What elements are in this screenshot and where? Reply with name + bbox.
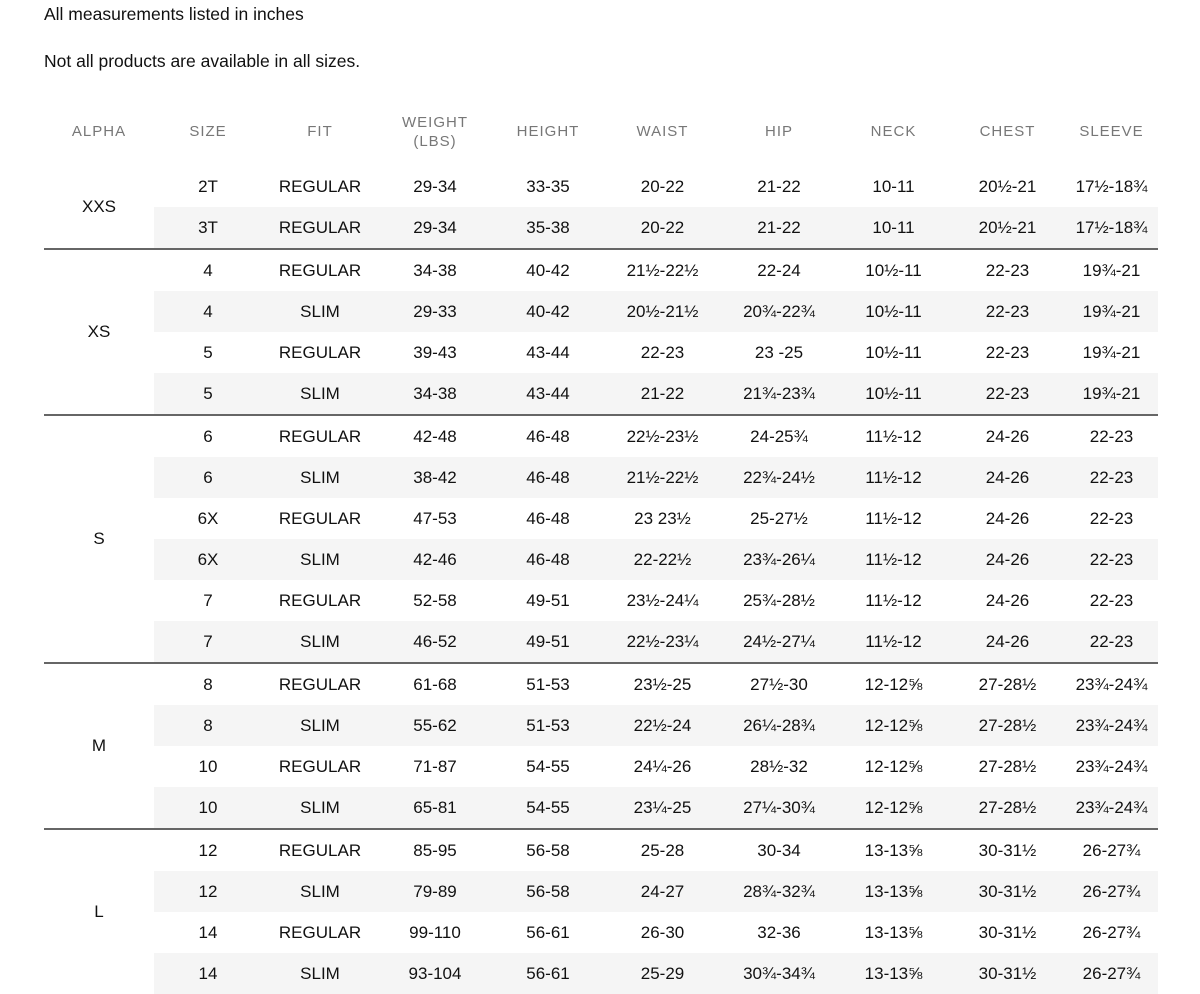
- fit-cell: REGULAR: [278, 922, 362, 942]
- weight-cell: 34-38: [378, 373, 492, 415]
- sleeve-cell: 19¾-21: [1065, 373, 1158, 415]
- sleeve-cell: 19¾-21: [1065, 249, 1158, 291]
- table-row: [44, 291, 1158, 332]
- height-cell: 33-35: [526, 176, 570, 196]
- column-header-height: HEIGHT: [516, 123, 580, 140]
- chest-cell: 24-26: [950, 539, 1065, 580]
- size-cell: 4: [154, 249, 262, 291]
- height-cell: 49-51: [526, 590, 570, 610]
- weight-cell: 85-95: [378, 829, 492, 871]
- chest-cell: 20½-21: [978, 176, 1037, 196]
- table-header-row: [44, 97, 1158, 166]
- weight-cell: 38-42: [378, 457, 492, 498]
- table-row: [44, 746, 1158, 787]
- size-cell: 6: [154, 457, 262, 498]
- fit-cell: REGULAR: [278, 590, 362, 610]
- chest-cell: 27-28½: [978, 756, 1037, 776]
- table-row: [44, 829, 1158, 871]
- weight-cell: 79-89: [378, 871, 492, 912]
- chest-cell: 30-31½: [978, 922, 1037, 942]
- weight-cell: 55-62: [378, 705, 492, 746]
- alpha-size-cell: S: [44, 415, 154, 663]
- size-cell: 14: [154, 953, 262, 994]
- table-row: [44, 498, 1158, 539]
- hip-cell: 32-36: [757, 922, 801, 942]
- neck-cell: 13-13⅝: [864, 922, 923, 942]
- neck-cell: 13-13⅝: [837, 953, 950, 994]
- waist-cell: 21-22: [604, 373, 721, 415]
- chest-cell: 30-31½: [950, 871, 1065, 912]
- neck-cell: 12-12⅝: [864, 756, 923, 776]
- fit-cell: REGULAR: [278, 756, 362, 776]
- fit-cell: REGULAR: [262, 207, 378, 249]
- weight-cell: 71-87: [413, 756, 457, 776]
- hip-cell: 23¾-26¼: [721, 539, 837, 580]
- neck-cell: 10½-11: [837, 249, 950, 291]
- size-cell: 6X: [154, 539, 262, 580]
- size-cell: 2T: [198, 176, 218, 196]
- waist-cell: 23 23½: [634, 508, 691, 528]
- height-cell: 54-55: [526, 756, 570, 776]
- size-chart-table: [44, 97, 1158, 994]
- column-header-fit: FIT: [307, 123, 333, 140]
- table-row: [44, 580, 1158, 621]
- height-cell: 51-53: [492, 705, 604, 746]
- height-cell: 54-55: [492, 787, 604, 829]
- sleeve-cell: 22-23: [1065, 415, 1158, 457]
- size-cell: 5: [203, 342, 213, 362]
- fit-cell: SLIM: [262, 457, 378, 498]
- weight-cell: 93-104: [378, 953, 492, 994]
- weight-cell: 42-48: [378, 415, 492, 457]
- units-note: All measurements listed in inches: [44, 4, 304, 24]
- sleeve-cell: 22-23: [1065, 457, 1158, 498]
- table-row: [44, 663, 1158, 705]
- weight-cell: 39-43: [413, 342, 457, 362]
- chest-cell: 22-23: [950, 373, 1065, 415]
- table-row: [44, 457, 1158, 498]
- sleeve-cell: 17½-18¾: [1075, 176, 1148, 196]
- sleeve-cell: 22-23: [1089, 508, 1134, 528]
- weight-cell: 65-81: [378, 787, 492, 829]
- waist-cell: 22-23: [640, 342, 685, 362]
- alpha-size-cell: XS: [44, 249, 154, 415]
- size-cell: 7: [154, 621, 262, 663]
- column-header-alpha: ALPHA: [71, 123, 127, 140]
- chest-cell: 30-31½: [950, 829, 1065, 871]
- size-cell: 4: [154, 291, 262, 332]
- table-row: [44, 621, 1158, 663]
- fit-cell: SLIM: [262, 539, 378, 580]
- sleeve-cell: 23¾-24¾: [1075, 756, 1148, 776]
- weight-cell: 46-52: [378, 621, 492, 663]
- height-cell: 56-58: [492, 871, 604, 912]
- table-row: [44, 539, 1158, 580]
- neck-cell: 13-13⅝: [837, 829, 950, 871]
- alpha-size-cell: L: [44, 829, 154, 994]
- height-cell: 46-48: [526, 508, 570, 528]
- neck-cell: 10-11: [872, 176, 915, 196]
- hip-cell: 28½-32: [750, 756, 808, 776]
- waist-cell: 22-22½: [604, 539, 721, 580]
- sleeve-cell: 22-23: [1089, 590, 1134, 610]
- height-cell: 56-61: [492, 953, 604, 994]
- neck-cell: 11½-12: [865, 508, 922, 528]
- table-row: [44, 871, 1158, 912]
- waist-cell: 26-30: [640, 922, 685, 942]
- sleeve-cell: 19¾-21: [1082, 342, 1141, 362]
- weight-cell: 99-110: [409, 922, 461, 942]
- height-cell: 51-53: [492, 663, 604, 705]
- waist-cell: 25-28: [604, 829, 721, 871]
- size-cell: 12: [154, 871, 262, 912]
- waist-cell: 23½-25: [604, 663, 721, 705]
- chest-cell: 27-28½: [950, 705, 1065, 746]
- neck-cell: 10½-11: [837, 373, 950, 415]
- waist-cell: 21½-22½: [604, 457, 721, 498]
- height-cell: 46-48: [492, 539, 604, 580]
- waist-cell: 23¼-25: [604, 787, 721, 829]
- chest-cell: 20½-21: [950, 207, 1065, 249]
- sleeve-cell: 26-27¾: [1065, 871, 1158, 912]
- hip-cell: 30¾-34¾: [721, 953, 837, 994]
- fit-cell: REGULAR: [278, 342, 362, 362]
- hip-cell: 25¾-28½: [743, 590, 815, 610]
- weight-cell: 29-34: [413, 176, 457, 196]
- table-row: [44, 166, 1158, 207]
- hip-cell: 24-25¾: [721, 415, 837, 457]
- fit-cell: REGULAR: [262, 415, 378, 457]
- sleeve-cell: 23¾-24¾: [1065, 787, 1158, 829]
- size-cell: 3T: [154, 207, 262, 249]
- weight-cell: 47-53: [413, 508, 457, 528]
- fit-cell: SLIM: [262, 291, 378, 332]
- table-body: [44, 166, 1158, 994]
- table-row: [44, 332, 1158, 373]
- neck-cell: 11½-12: [837, 621, 950, 663]
- size-cell: 14: [198, 922, 218, 942]
- neck-cell: 12-12⅝: [837, 705, 950, 746]
- hip-cell: 21¾-23¾: [721, 373, 837, 415]
- neck-cell: 11½-12: [837, 539, 950, 580]
- fit-cell: SLIM: [262, 871, 378, 912]
- neck-cell: 10½-11: [837, 291, 950, 332]
- waist-cell: 24-27: [604, 871, 721, 912]
- neck-cell: 11½-12: [837, 457, 950, 498]
- size-cell: 7: [203, 590, 213, 610]
- waist-cell: 22½-24: [604, 705, 721, 746]
- waist-cell: 20½-21½: [604, 291, 721, 332]
- waist-cell: 22½-23½: [604, 415, 721, 457]
- chest-cell: 24-26: [950, 415, 1065, 457]
- fit-cell: REGULAR: [262, 249, 378, 291]
- weight-cell: 61-68: [378, 663, 492, 705]
- column-header-hip: HIP: [764, 123, 793, 140]
- table-row: [44, 953, 1158, 994]
- hip-cell: 20¾-22¾: [721, 291, 837, 332]
- fit-cell: REGULAR: [278, 176, 362, 196]
- neck-cell: 11½-12: [865, 590, 922, 610]
- table-row: [44, 787, 1158, 829]
- waist-cell: 20-22: [640, 176, 685, 196]
- weight-cell: 52-58: [413, 590, 457, 610]
- size-cell: 10: [154, 787, 262, 829]
- alpha-size-cell: XXS: [44, 166, 154, 249]
- hip-cell: 23 -25: [754, 342, 804, 362]
- height-cell: 43-44: [526, 342, 570, 362]
- size-cell: 8: [154, 705, 262, 746]
- hip-cell: 22¾-24½: [721, 457, 837, 498]
- hip-cell: 21-22: [721, 207, 837, 249]
- height-cell: 40-42: [492, 291, 604, 332]
- neck-cell: 10½-11: [865, 342, 922, 362]
- column-header-size: SIZE: [189, 123, 227, 140]
- sleeve-cell: 23¾-24¾: [1065, 663, 1158, 705]
- sleeve-cell: 17½-18¾: [1065, 207, 1158, 249]
- table-row: [44, 912, 1158, 953]
- fit-cell: SLIM: [262, 787, 378, 829]
- availability-note: Not all products are available in all sizes.: [44, 51, 361, 71]
- table-row: [44, 415, 1158, 457]
- weight-cell: 42-46: [378, 539, 492, 580]
- chest-cell: 27-28½: [950, 787, 1065, 829]
- sleeve-cell: 19¾-21: [1065, 291, 1158, 332]
- fit-cell: SLIM: [262, 953, 378, 994]
- size-cell: 5: [154, 373, 262, 415]
- neck-cell: 10-11: [837, 207, 950, 249]
- waist-cell: 20-22: [604, 207, 721, 249]
- waist-cell: 23½-24¼: [626, 590, 699, 610]
- chest-cell: 24-26: [950, 621, 1065, 663]
- column-header-chest: CHEST: [979, 123, 1036, 140]
- table-row: [44, 249, 1158, 291]
- neck-cell: 12-12⅝: [837, 663, 950, 705]
- height-cell: 46-48: [492, 415, 604, 457]
- height-cell: 46-48: [492, 457, 604, 498]
- hip-cell: 27¼-30¾: [721, 787, 837, 829]
- hip-cell: 30-34: [721, 829, 837, 871]
- column-header-waist: WAIST: [636, 123, 689, 140]
- waist-cell: 22½-23¼: [604, 621, 721, 663]
- hip-cell: 28¾-32¾: [721, 871, 837, 912]
- neck-cell: 13-13⅝: [837, 871, 950, 912]
- height-cell: 49-51: [492, 621, 604, 663]
- fit-cell: SLIM: [262, 705, 378, 746]
- chest-cell: 24-26: [985, 508, 1030, 528]
- size-cell: 8: [154, 663, 262, 705]
- table-row: [44, 373, 1158, 415]
- alpha-size-cell: M: [44, 663, 154, 829]
- size-cell: 6X: [197, 508, 219, 528]
- weight-cell: 34-38: [378, 249, 492, 291]
- table-row: [44, 207, 1158, 249]
- sleeve-cell: 26-27¾: [1065, 829, 1158, 871]
- chest-cell: 27-28½: [950, 663, 1065, 705]
- size-cell: 10: [198, 756, 218, 776]
- height-cell: 56-58: [492, 829, 604, 871]
- hip-cell: 25-27½: [750, 508, 808, 528]
- height-cell: 43-44: [492, 373, 604, 415]
- neck-cell: 12-12⅝: [837, 787, 950, 829]
- table-row: [44, 705, 1158, 746]
- chest-cell: 24-26: [985, 590, 1030, 610]
- sleeve-cell: 22-23: [1065, 621, 1158, 663]
- column-header-sleeve: SLEEVE: [1079, 123, 1144, 140]
- fit-cell: SLIM: [262, 621, 378, 663]
- sleeve-cell: 22-23: [1065, 539, 1158, 580]
- column-header-weight: WEIGHT (LBS): [402, 113, 468, 150]
- sleeve-cell: 23¾-24¾: [1065, 705, 1158, 746]
- height-cell: 56-61: [526, 922, 570, 942]
- chest-cell: 30-31½: [950, 953, 1065, 994]
- chest-cell: 24-26: [950, 457, 1065, 498]
- weight-cell: 29-33: [378, 291, 492, 332]
- height-cell: 40-42: [492, 249, 604, 291]
- chest-cell: 22-23: [950, 291, 1065, 332]
- fit-cell: REGULAR: [262, 663, 378, 705]
- sleeve-cell: 26-27¾: [1065, 953, 1158, 994]
- weight-cell: 29-34: [378, 207, 492, 249]
- fit-cell: REGULAR: [262, 829, 378, 871]
- hip-cell: 22-24: [721, 249, 837, 291]
- hip-cell: 27½-30: [721, 663, 837, 705]
- column-header-neck: NECK: [870, 123, 917, 140]
- size-cell: 6: [154, 415, 262, 457]
- sleeve-cell: 26-27¾: [1082, 922, 1141, 942]
- waist-cell: 25-29: [604, 953, 721, 994]
- fit-cell: REGULAR: [278, 508, 362, 528]
- height-cell: 35-38: [492, 207, 604, 249]
- hip-cell: 24½-27¼: [721, 621, 837, 663]
- size-cell: 12: [154, 829, 262, 871]
- neck-cell: 11½-12: [837, 415, 950, 457]
- hip-cell: 21-22: [757, 176, 801, 196]
- hip-cell: 26¼-28¾: [721, 705, 837, 746]
- chest-cell: 22-23: [985, 342, 1030, 362]
- waist-cell: 21½-22½: [604, 249, 721, 291]
- chest-cell: 22-23: [950, 249, 1065, 291]
- fit-cell: SLIM: [262, 373, 378, 415]
- waist-cell: 24¼-26: [633, 756, 692, 776]
